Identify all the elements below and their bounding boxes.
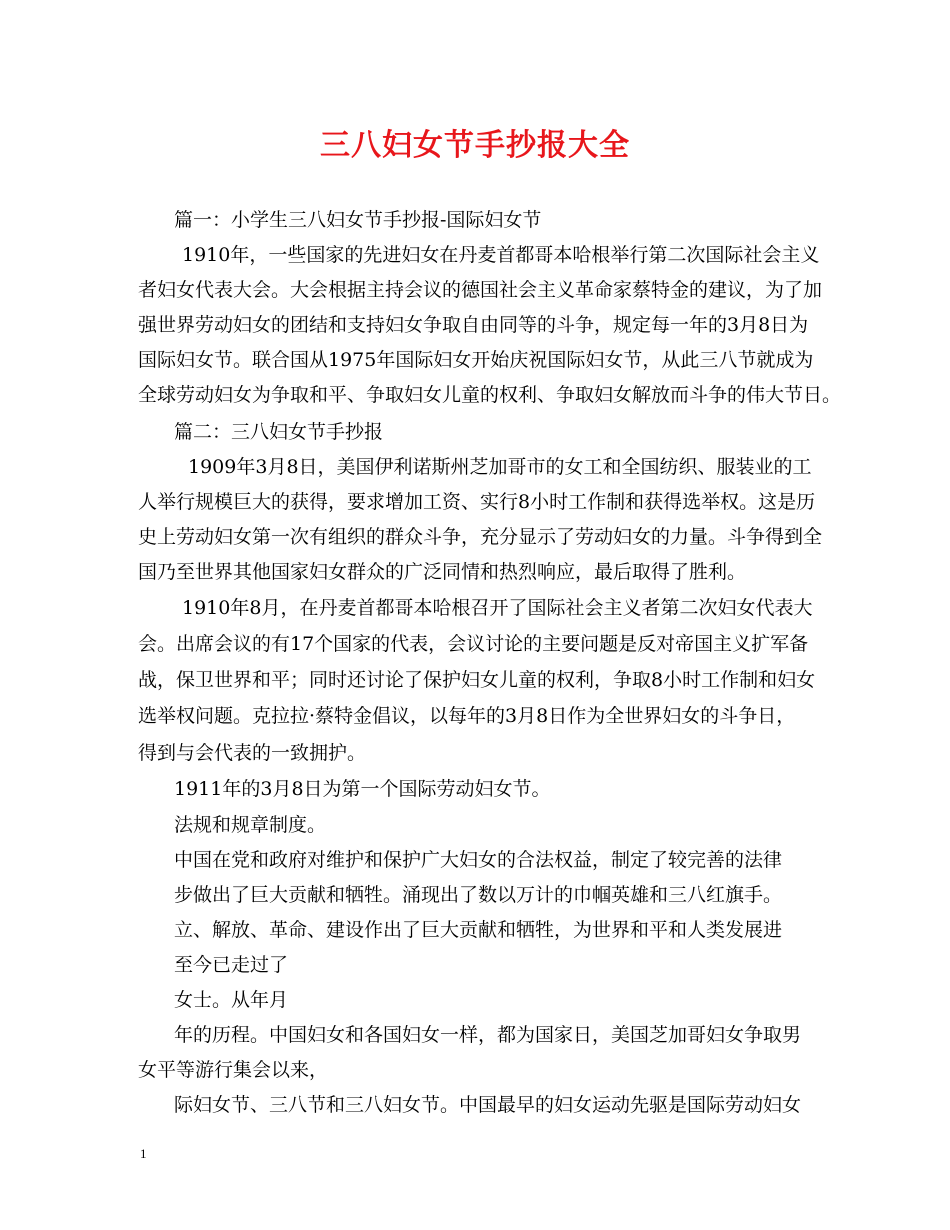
section-heading-1: 篇一：小学生三八妇女节手抄报-国际妇女节 bbox=[174, 209, 542, 231]
paragraph-line: 步做出了巨大贡献和牺牲。涌现出了数以万计的巾帼英雄和三八红旗手。 bbox=[174, 884, 783, 906]
paragraph-line: 中国在党和政府对维护和保护广大妇女的合法权益，制定了较完善的法律 bbox=[174, 849, 783, 871]
paragraph-line: 选举权问题。克拉拉·蔡特金倡议，以每年的3月8日作为全世界妇女的斗争日， bbox=[138, 705, 796, 727]
paragraph-line: 国际妇女节。联合国从1975年国际妇女开始庆祝国际妇女节，从此三八节就成为 bbox=[138, 349, 814, 371]
paragraph-line: 法规和规章制度。 bbox=[174, 814, 327, 836]
paragraph-line: 全球劳动妇女为争取和平、争取妇女儿童的权利、争取妇女解放而斗争的伟大节日。 bbox=[138, 384, 842, 406]
paragraph-line: 至今已走过了 bbox=[174, 954, 289, 976]
page-number: 1 bbox=[140, 1146, 147, 1161]
paragraph-line: 际妇女节、三八节和三八妇女节。中国最早的妇女运动先驱是国际劳动妇女 bbox=[174, 1094, 802, 1116]
paragraph-line: 得到与会代表的一致拥护。 bbox=[138, 742, 367, 764]
paragraph-line: 者妇女代表大会。大会根据主持会议的德国社会主义革命家蔡特金的建议，为了加 bbox=[138, 279, 823, 301]
paragraph-line: 女士。从年月 bbox=[174, 989, 289, 1011]
paragraph-line: 会。出席会议的有17个国家的代表，会议讨论的主要问题是反对帝国主义扩军备 bbox=[138, 633, 809, 655]
paragraph-line: 1911年的3月8日为第一个国际劳动妇女节。 bbox=[174, 778, 551, 800]
paragraph-line: 1910年8月，在丹麦首都哥本哈根召开了国际社会主义者第二次妇女代表大 bbox=[182, 597, 813, 619]
paragraph-line: 年的历程。中国妇女和各国妇女一样，都为国家日，美国芝加哥妇女争取男 bbox=[174, 1024, 802, 1046]
paragraph-line: 立、解放、革命、建设作出了巨大贡献和牺牲，为世界和平和人类发展进 bbox=[174, 919, 783, 941]
paragraph-line: 女平等游行集会以来， bbox=[138, 1059, 329, 1081]
paragraph-line: 人举行规模巨大的获得，要求增加工资、实行8小时工作制和获得选举权。这是历 bbox=[138, 491, 816, 513]
paragraph-line: 1910年，一些国家的先进妇女在丹麦首都哥本哈根举行第二次国际社会主义 bbox=[182, 244, 820, 266]
document-title: 三八妇女节手抄报大全 bbox=[320, 128, 630, 163]
section-heading-2: 篇二：三八妇女节手抄报 bbox=[174, 421, 384, 443]
paragraph-line: 1909年3月8日，美国伊利诺斯州芝加哥市的女工和全国纺织、服装业的工 bbox=[188, 456, 812, 478]
paragraph-line: 史上劳动妇女第一次有组织的群众斗争，充分显示了劳动妇女的力量。斗争得到全 bbox=[138, 526, 823, 548]
paragraph-line: 战，保卫世界和平；同时还讨论了保护妇女儿童的权利，争取8小时工作制和妇女 bbox=[138, 669, 816, 691]
paragraph-line: 强世界劳动妇女的团结和支持妇女争取自由同等的斗争，规定每一年的3月8日为 bbox=[138, 314, 809, 336]
paragraph-line: 国乃至世界其他国家妇女群众的广泛同情和热烈响应，最后取得了胜利。 bbox=[138, 561, 747, 583]
